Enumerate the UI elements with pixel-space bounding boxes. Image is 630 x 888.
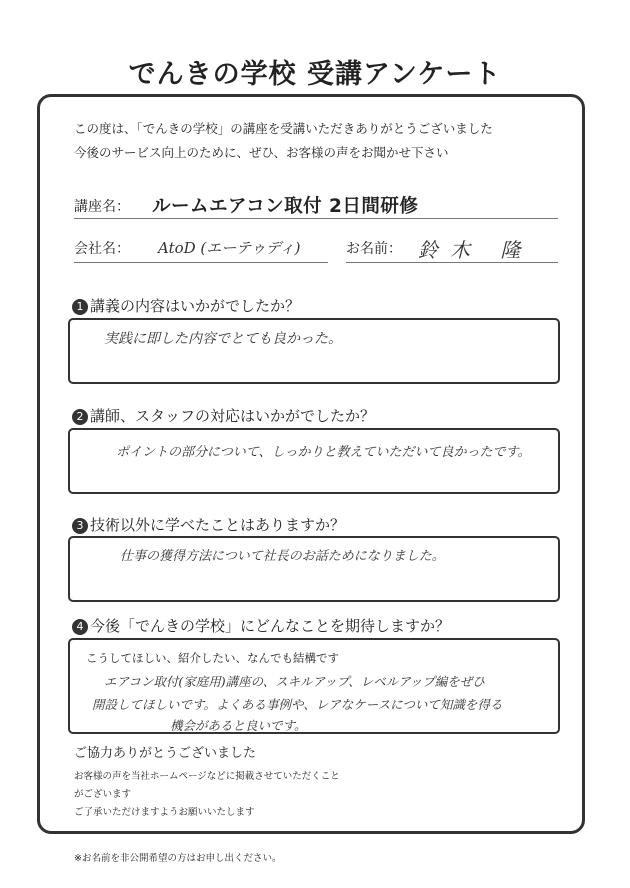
company-value[interactable]: AtoD (エーテゥディ) — [158, 239, 301, 257]
question-1-text: 講義の内容はいかがでしたか？ — [90, 297, 301, 315]
publication-note-1: お客様の声を当社ホームページなどに掲載させていただくこと — [74, 771, 340, 782]
company-label: 会社名： — [74, 241, 130, 257]
question-2-number: 2 — [72, 409, 88, 425]
thanks-message: ご協力ありがとうございました — [74, 746, 257, 761]
answer-4-line-1: エアコン取付(家庭用)講座の、スキルアップ、レベルアップ編をぜひ — [104, 674, 485, 689]
course-label: 講座名： — [74, 199, 130, 215]
footnote: ※お名前を非公開希望の方はお申し出ください。 — [74, 853, 282, 864]
intro-line-1: この度は、「でんきの学校」の講座を受講いただきありがとうございました — [74, 121, 493, 136]
course-underline — [74, 218, 558, 219]
answer-2-box[interactable] — [68, 428, 560, 494]
publication-note-2: がございます — [74, 789, 132, 800]
answer-4-line-3: 機会があると良いです。 — [170, 718, 307, 733]
question-2-text: 講師、スタッフの対応はいかがでしたか？ — [90, 407, 376, 425]
answer-4-hint: こうしてほしい、紹介したい、なんでも結構です — [86, 651, 339, 665]
page-title: でんきの学校 受講アンケート — [128, 59, 502, 90]
name-label: お名前： — [346, 241, 402, 257]
question-1-number: 1 — [72, 299, 88, 315]
answer-2-text: ポイントの部分について、しっかりと教えていただいて良かったです。 — [116, 445, 531, 460]
question-1 — [72, 295, 300, 316]
name-underline — [346, 262, 558, 263]
answer-1-text: 実践に即した内容でとても良かった。 — [104, 331, 342, 347]
intro-line-2: 今後のサービス向上のために、ぜひ、お客様の声をお聞かせ下さい — [74, 145, 449, 160]
question-4-text: 今後「でんきの学校」にどんなことを期待しますか？ — [90, 617, 451, 635]
publication-note-3: ご了承いただけますようお願いいたします — [74, 807, 255, 818]
name-value[interactable]: 鈴木 隆 — [418, 238, 533, 262]
answer-4-line-2: 開設してほしいです。よくある事例や、レアなケースについて知識を得る — [92, 697, 503, 712]
answer-3-text: 仕事の獲得方法について社長のお話ためになりました。 — [120, 549, 445, 564]
company-underline — [74, 262, 328, 263]
question-3-text: 技術以外に学べたことはありますか？ — [90, 516, 346, 534]
course-value: ルームエアコン取付 2日間研修 — [152, 196, 419, 217]
question-3-number: 3 — [72, 518, 88, 534]
question-2 — [72, 405, 375, 426]
question-4 — [72, 615, 450, 636]
question-3 — [72, 514, 345, 535]
question-4-number: 4 — [72, 619, 88, 635]
